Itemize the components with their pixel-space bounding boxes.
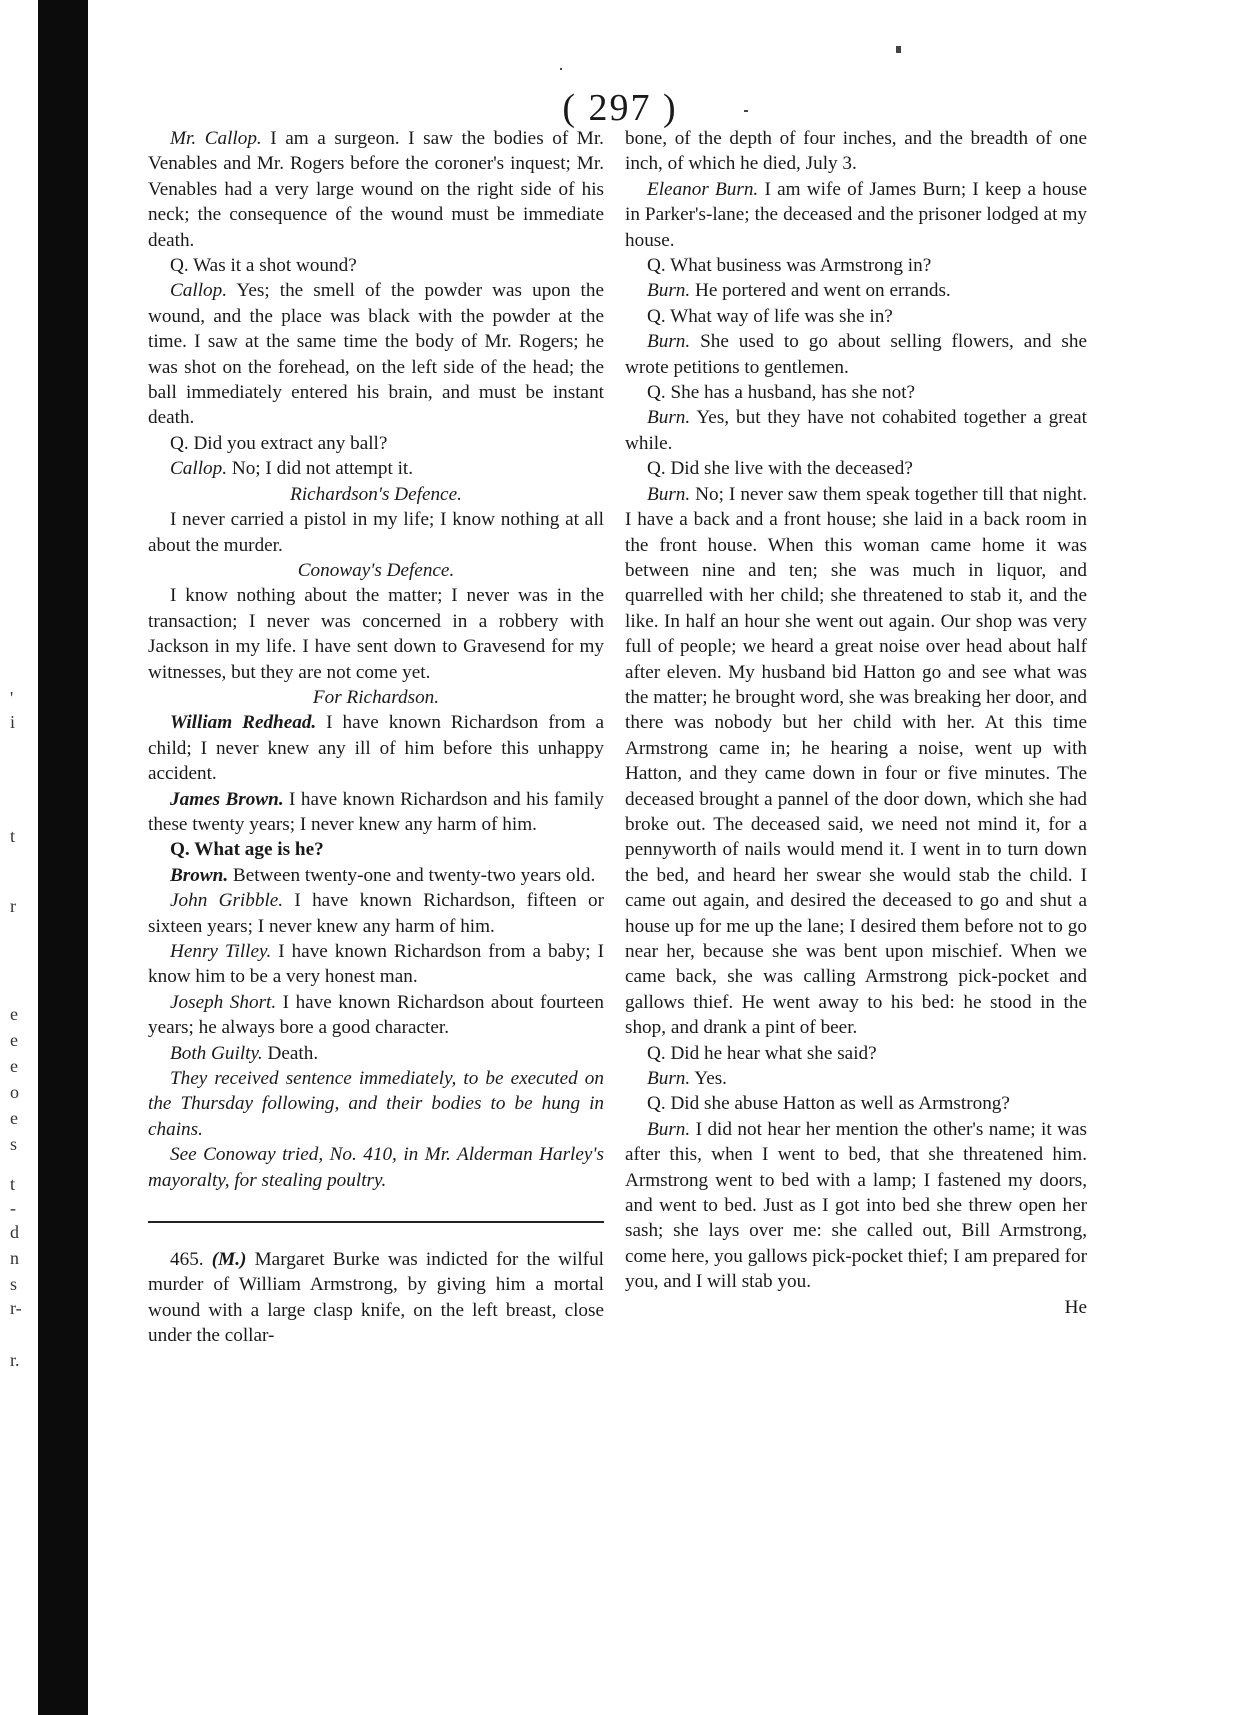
paragraph [148,456,604,481]
paragraph [148,710,604,786]
cross-reference: See Conoway tried, No. 410, in Mr. Alderman Harley's mayoralty, for stealing poultry. [148,1144,604,1191]
gutter-mark: r [10,896,16,916]
paragraph-text: I am wife of James Burn; I keep a house in Parker's-lane; the deceased and the prisoner lodged at my house. [625,178,1087,251]
question: Q. Did she live with the deceased? [647,458,913,480]
question: Q. What way of life was she in? [647,305,893,327]
paragraph: I know nothing about the matter; I never was in the transaction; I never was concerned in a robbery with Jackson in my life. I have sent down to Gravesend for my witnesses, but they are not come yet. [148,585,604,683]
gutter-mark: e [10,1004,18,1024]
paragraph [625,177,1087,253]
sentence-note: They received sentence immediately, to be executed on the Thursday following, and their bodies to be hung in chains. [148,1068,604,1140]
ink-speck [560,68,562,70]
paragraph-text: I have known Richardson and his family these twenty years; I never knew any harm of him. [148,788,604,835]
speaker-name: Mr. Callop. [170,128,262,149]
speaker-name: Burn. [647,407,691,429]
paragraph: I never carried a pistol in my life; I know nothing at all about the murder. [148,509,604,556]
speaker-name: Burn. [647,280,691,302]
page-number: ( 297 ) [562,87,678,129]
paragraph-text: No; I never saw them speak together till that night. I have a back and a front house; she laid in a back room in the front house. When this woman came home it was between nine and ten; she was much in liquor, and quarrelled with her child; she threatened to stab it, and the like. In half an hour she went out again. Our shop was very full of people; we heard a great noise over head about half after eleven. My husband bid Hatton go and see what was the matter; he brought word, she was breaking her door, and there was nobody but her child with her. At this time Armstrong came in; he hearing a noise, went up with Hatton, and they came down in four or five minutes. The deceased brought a pannel of the door down, which she had broke out. The deceased said, we need not mind it, for a pennyworth of nails would mend it. I went in to turn down the bed, and heard her swear she would stab the child. I came out again, and desired the deceased to go and shut a house up for me up the lane; I desired them before not to go near her, because she was bent upon mischief. When we came back, she was calling Armstrong pick-pocket and gallows thief. He went away to his bed: he stood in the shop, and drank a pint of beer. [625,483,1087,1039]
speaker-name: Henry Tilley. [170,941,272,962]
paragraph [148,990,604,1041]
gutter-mark: - [10,1198,16,1218]
question: Q. What business was Armstrong in? [647,255,932,277]
gutter-mark: d [10,1222,19,1242]
gutter-mark: s [10,1274,18,1294]
paragraph-text: No; I did not attempt it. [227,458,414,480]
speaker-name: Brown. [170,864,229,886]
paragraph-text: She used to go about selling flowers, and she wrote petitions to gentlemen. [625,331,1087,378]
gutter-mark: e [10,1056,18,1076]
verdict [148,1041,604,1066]
paragraph [148,126,604,253]
gutter-mark: r- [10,1298,22,1318]
ink-speck [744,110,748,112]
paragraph [148,1247,604,1349]
question: Q. What age is he? [170,839,324,861]
speaker-name: Joseph Short. [170,991,277,1013]
ink-speck [896,46,901,53]
left-column [148,126,604,1349]
gutter-mark: i [10,712,16,732]
paragraph-text: He portered and went on errands. [690,280,951,302]
speaker-name: Burn. [647,331,691,353]
paragraph [625,1117,1087,1295]
paragraph [148,888,604,939]
gutter-mark: t [10,826,16,846]
speaker-name: William Redhead. [170,712,317,734]
paragraph [625,1066,1087,1091]
binding-shadow [38,0,88,1715]
case-mark: (M.) [211,1249,247,1271]
section-heading: Conoway's Defence. [297,559,455,581]
speaker-name: Callop. [170,280,228,302]
speaker-name: Burn. [647,1068,691,1090]
paragraph-text: Yes; the smell of the powder was upon the wound, and the place was black with the powder at the time. I saw at the same time the body of Mr. Rogers; he was shot on the forehead, on the left side of the head; the ball immediately entered his brain, and must be instant death. [148,280,604,429]
question: Q. Did you extract any ball? [170,432,388,454]
speaker-name: Burn. [647,483,691,505]
question: Q. Did she abuse Hatton as well as Armstrong? [647,1093,1010,1115]
section-rule [148,1221,604,1223]
section-heading: Richardson's Defence. [290,483,462,505]
verdict-label: Both Guilty. [170,1042,263,1064]
speaker-name: Callop. [170,458,228,480]
paragraph-text: I did not hear her mention the other's name; it was after this, when I went to bed, that she threatened him. Armstrong went to bed with a lamp; I fastened my doors, and went to bed. Just as I got into bed she threw open her sash; she lays over me: she called out, Bill Armstrong, come here, you gallows pick-pocket thief; I am prepared for you, and I will stab you. [625,1118,1087,1293]
verdict-text: Death. [262,1042,319,1064]
paragraph-text: I have known Richardson about fourteen years; he always bore a good character. [148,991,604,1039]
right-column [625,126,1087,1320]
paragraph: bone, of the depth of four inches, and the breadth of one inch, of which he died, July 3. [625,128,1087,175]
paragraph [625,482,1087,1041]
paragraph-text: Yes, but they have not cohabited together a great while. [625,407,1087,454]
gutter-mark: e [10,1030,18,1050]
paragraph-text: Between twenty-one and twenty-two years old. [228,864,596,886]
case-number: 465. [170,1249,204,1271]
speaker-name: Eleanor Burn. [647,178,759,200]
question: Q. Was it a shot wound? [170,255,357,277]
gutter-mark: t [10,1174,16,1194]
speaker-name: John Gribble. [170,890,284,912]
paragraph [148,939,604,990]
question: Q. She has a husband, has she not? [647,382,916,404]
paragraph [148,863,604,888]
paragraph-text: Yes. [690,1068,727,1090]
paragraph [625,329,1087,380]
paragraph-text: Margaret Burke was indicted for the wilful murder of William Armstrong, by giving him a mortal wound with a large clasp knife, on the left breast, close under the collar- [148,1249,604,1347]
gutter-mark: ' [10,688,14,708]
paragraph-text: I have known Richardson from a child; I never knew any ill of him before this unhappy accident. [148,712,604,785]
gutter-mark: r. [10,1350,20,1370]
paragraph [148,787,604,838]
gutter-mark: e [10,1108,18,1128]
paragraph [148,278,604,430]
catchword: He [1064,1296,1087,1318]
paragraph-text: I have known Richardson, fifteen or sixteen years; I never knew any harm of him. [148,890,604,937]
section-heading: For Richardson. [312,686,440,708]
question: Q. Did he hear what she said? [647,1042,877,1064]
gutter-mark: s [10,1134,18,1154]
speaker-name: James Brown. [170,788,284,810]
paragraph-text: I have known Richardson from a baby; I know him to be a very honest man. [148,941,604,988]
paragraph-text: I am a surgeon. I saw the bodies of Mr. Venables and Mr. Rogers before the coroner's inquest; Mr. Venables had a very large wound on the right side of his neck; the consequence of the wound must be immediate death. [148,128,604,251]
paragraph [625,278,1087,303]
gutter-mark: o [10,1082,19,1102]
gutter-mark: n [10,1248,19,1268]
paragraph [625,405,1087,456]
speaker-name: Burn. [647,1118,691,1140]
